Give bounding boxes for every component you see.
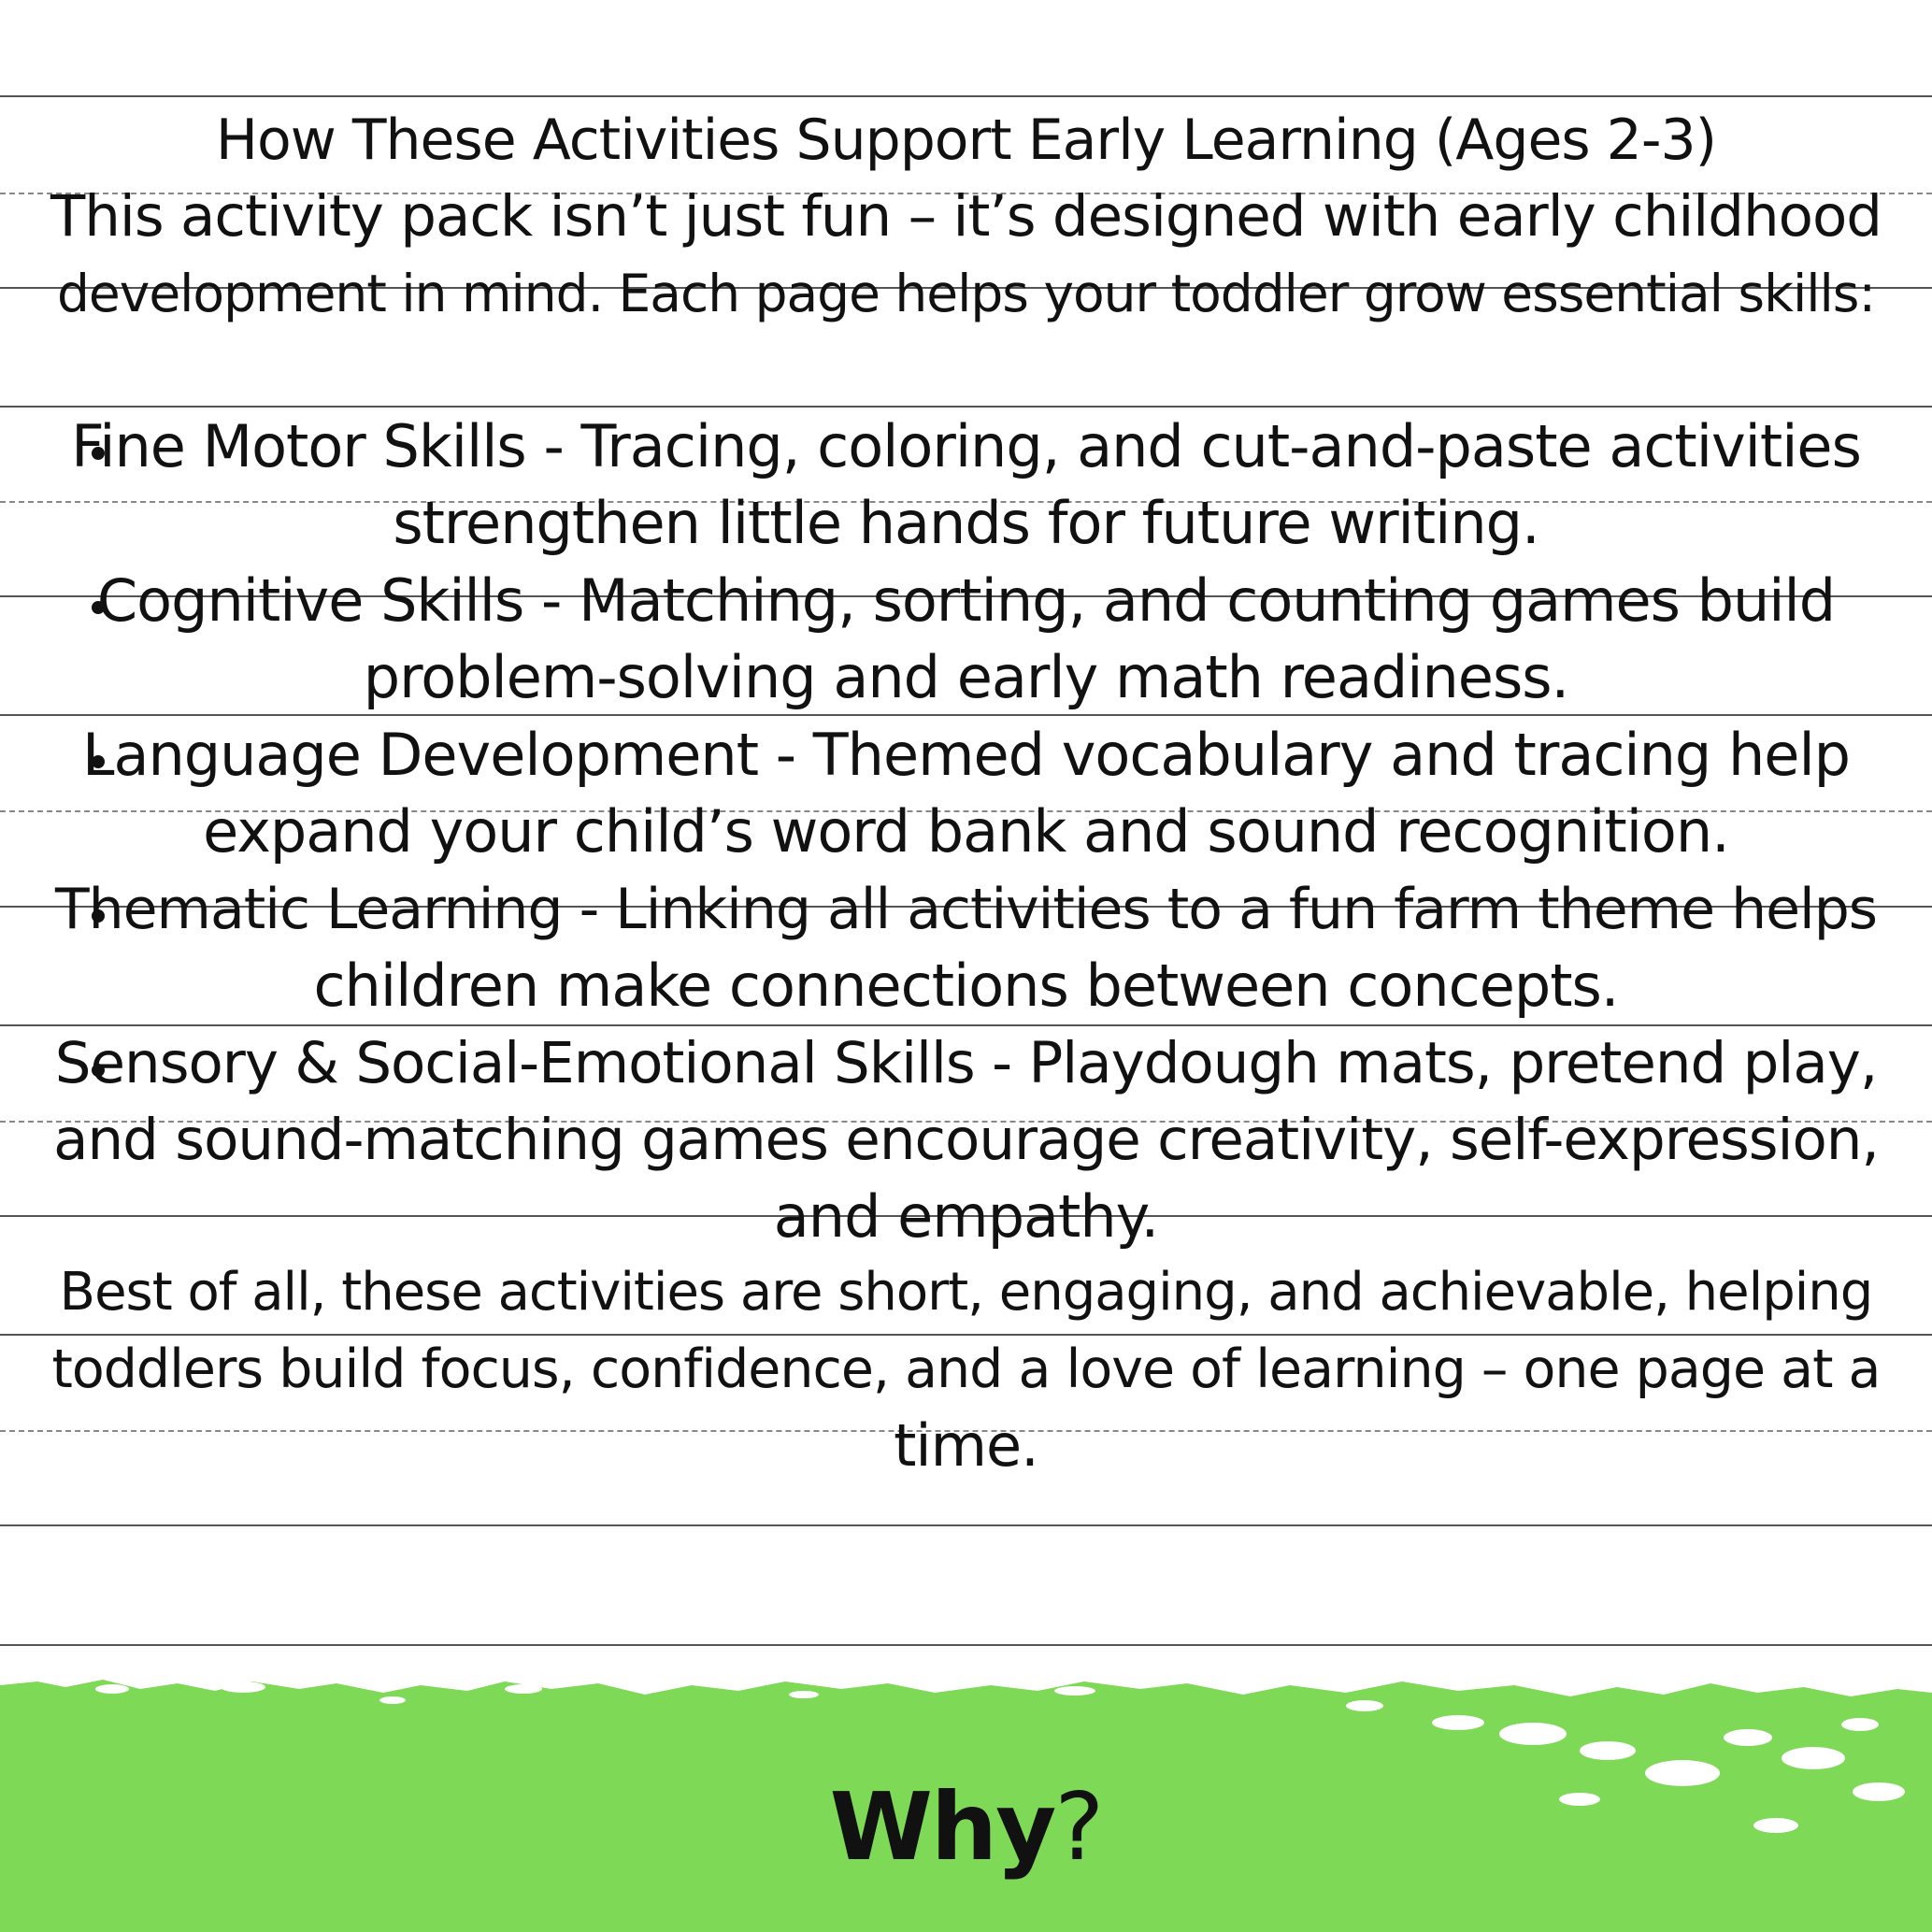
skill-cognitive-line-2: problem-solving and early math readiness. xyxy=(363,643,1569,711)
skill-language-line-2: expand your child’s word bank and sound recognition. xyxy=(203,797,1729,866)
rule-line xyxy=(0,406,1932,408)
rule-line xyxy=(0,1644,1932,1646)
skill-cognitive-line-1: Cognitive Skills - Matching, sorting, and counting games build xyxy=(96,566,1836,635)
skill-thematic-line-2: children make connections between concepts. xyxy=(313,952,1619,1020)
intro-line-2: development in mind. Each page helps your toddler grow essential skills: xyxy=(57,264,1875,323)
skill-sensory-line-2: and sound-matching games encourage creativity, self-expression, xyxy=(53,1107,1879,1173)
footer-why-word: Why xyxy=(829,1772,1055,1882)
rule-line xyxy=(0,95,1932,97)
rule-line xyxy=(0,714,1932,716)
skill-sensory-line-3: and empathy. xyxy=(773,1182,1159,1251)
skill-thematic-line-1: Thematic Learning - Linking all activities to a fun farm theme helps xyxy=(54,877,1878,942)
rule-line xyxy=(0,1524,1932,1526)
skill-language-line-1: Language Development - Themed vocabulary and tracing help xyxy=(81,721,1851,789)
closing-line-2: toddlers build focus, confidence, and a love of learning – one page at a xyxy=(51,1338,1881,1400)
intro-line-1: This activity pack isn’t just fun – it’s designed with early childhood xyxy=(50,183,1882,250)
closing-line-3: time. xyxy=(894,1411,1038,1480)
rule-line xyxy=(0,1024,1932,1026)
footer-question-mark: ? xyxy=(1054,1772,1103,1882)
footer-why-heading xyxy=(0,1772,1932,1882)
skill-fine-motor-line-2: strengthen little hands for future writing. xyxy=(393,489,1539,557)
page-title: How These Activities Support Early Learning (Ages 2-3) xyxy=(215,107,1717,173)
skill-sensory-line-1: Sensory & Social-Emotional Skills - Playdough mats, pretend play, xyxy=(54,1030,1878,1096)
skill-fine-motor-line-1: Fine Motor Skills - Tracing, coloring, and cut-and-paste activities xyxy=(71,412,1861,480)
closing-line-1: Best of all, these activities are short, engaging, and achievable, helping xyxy=(59,1262,1873,1323)
